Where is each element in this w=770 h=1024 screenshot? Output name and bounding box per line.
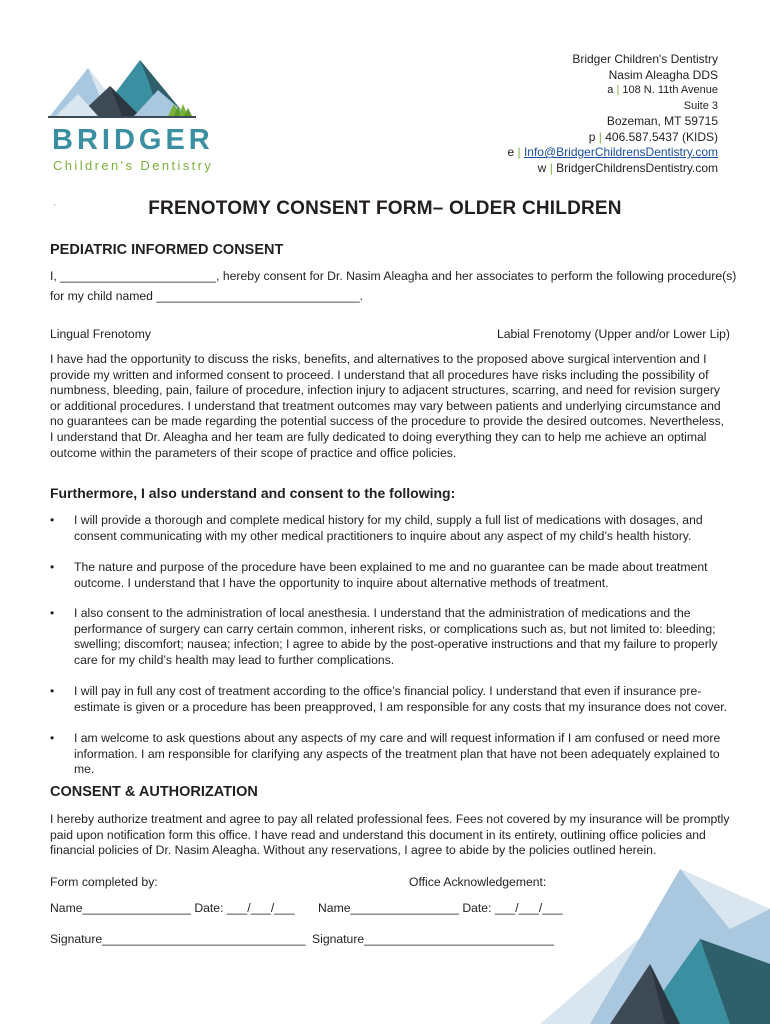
- patient-signature-field[interactable]: Signature______________________________: [50, 932, 306, 946]
- procedure-lingual: Lingual Frenotomy: [50, 327, 151, 341]
- separator: |: [549, 160, 553, 175]
- website-label: w: [537, 160, 547, 175]
- email-link[interactable]: Info@BridgerChildrensDentistry.com: [523, 145, 718, 159]
- list-item-text: The nature and purpose of the procedure have been explained to me and no guarantee can be made about treatment outcome. I understand that I have the opportunity to inquire about alternative methods of treatment.: [74, 560, 708, 590]
- bullet-icon: •: [50, 606, 55, 620]
- practice-name: Bridger Children's Dentistry: [572, 52, 718, 66]
- logo-wordmark: BRIDGER: [52, 124, 214, 156]
- address-label: a: [607, 84, 614, 96]
- office-signature-field[interactable]: Signature____________________________: [312, 932, 554, 946]
- list-item: [50, 731, 740, 778]
- address-suite: Suite 3: [683, 99, 718, 112]
- office-name-date-field[interactable]: Name________________ Date: ___/___/___: [318, 901, 563, 915]
- list-item-text: I am welcome to ask questions about any aspects of my care and will request information if I am confused or need more information. I am responsible for clarifying any aspects of the treatment plan that have not been adequately explained to me.: [74, 731, 721, 777]
- separator: |: [598, 129, 602, 144]
- list-item-text: I will provide a thorough and complete medical history for my child, supply a full list of medications with dosages, and consent communicating with my other medical practitioners to inquire about any aspect of my child’s health history.: [74, 513, 703, 543]
- phone-label: p: [588, 129, 596, 144]
- email-label: e: [507, 145, 515, 159]
- bullet-icon: •: [50, 684, 55, 698]
- consent-line-1: I, _______________________, hereby consent for Dr. Nasim Aleagha and her associates to perform the following procedure(s): [50, 269, 737, 283]
- doctor-name: Nasim Aleagha DDS: [608, 67, 718, 82]
- contact-block: [507, 52, 718, 176]
- section-heading-consent-authorization: CONSENT & AUTHORIZATION: [50, 784, 258, 800]
- section-heading-furthermore: Furthermore, I also understand and consent to the following:: [50, 485, 456, 501]
- consent-line-2: for my child named ______________________________.: [50, 289, 364, 303]
- form-title: FRENOTOMY CONSENT FORM– OLDER CHILDREN: [148, 198, 622, 219]
- logo-tagline: Children's Dentistry: [53, 158, 214, 173]
- section-heading-informed-consent: PEDIATRIC INFORMED CONSENT: [50, 242, 284, 258]
- procedure-labial: Labial Frenotomy (Upper and/or Lower Lip): [496, 327, 730, 341]
- phone-number: 406.587.5437 (KIDS): [605, 129, 718, 144]
- decorative-mountains-icon: [530, 869, 770, 1024]
- list-item: [50, 606, 740, 668]
- address-city: Bozeman, MT 59715: [606, 114, 718, 128]
- separator: |: [616, 84, 620, 96]
- patient-name-date-field[interactable]: Name________________ Date: ___/___/___: [50, 901, 295, 915]
- address-line: [507, 83, 718, 99]
- margin-mark: ': [54, 203, 56, 212]
- office-acknowledgement-label: Office Acknowledgement:: [409, 875, 547, 889]
- risk-paragraph: I have had the opportunity to discuss the risks, benefits, and alternatives to the proposed above surgical intervention and I provide my written and informed consent to proceed. I understand that all procedures have risks including the possibility of numbness, bleeding, pain, failure of procedure, infection injury to adjacent structures, scarring, and need for revision surgery or additional procedures. I understand that treatment outcomes may vary between patients and underlying circumstance and no guarantees can be made regarding the potential success of the procedure to provide the desired outcomes. Nevertheless, I understand that Dr. Aleagha and her team are fully dedicated to doing everything they can to help me achieve an optimal outcome within the parameters of their scope of practice and office policies.: [50, 352, 725, 460]
- bullet-icon: •: [50, 513, 55, 527]
- email-line: [507, 145, 718, 161]
- website-line: [507, 161, 718, 177]
- list-item-text: I also consent to the administration of local anesthesia. I understand that the administration of medications and the performance of surgery can carry certain common, inherent risks, or complications such as, but not limited to: bleeding; swelling; discomfort; nausea; infection; I agree to abide by the post-operative instructions and that my failure to properly care for my child’s health may lead to further complications.: [74, 606, 718, 667]
- address-street: 108 N. 11th Avenue: [622, 84, 718, 96]
- list-item: [50, 513, 740, 544]
- bullet-icon: •: [50, 731, 55, 745]
- list-item-text: I will pay in full any cost of treatment according to the office’s financial policy. I understand that even if insurance pre-estimate is given or a procedure has been preapproved, I am responsible for any costs that my insurance does not cover.: [74, 684, 728, 714]
- bullet-icon: •: [50, 560, 55, 574]
- separator: |: [517, 145, 521, 159]
- list-item: [50, 560, 740, 591]
- form-completed-by-label: Form completed by:: [50, 875, 158, 889]
- website-link[interactable]: BridgerChildrensDentistry.com: [556, 160, 718, 175]
- list-item: [50, 684, 740, 715]
- authorization-paragraph: I hereby authorize treatment and agree to pay all related professional fees. Fees not covered by my insurance will be promptly paid upon notification form this office. I have read and understand this document in its entirety, outlining office policies and financial policies of Dr. Nasim Aleagha. Without any reservations, I agree to abide by the policies outlined herein.: [50, 812, 730, 858]
- phone-line: [507, 130, 718, 146]
